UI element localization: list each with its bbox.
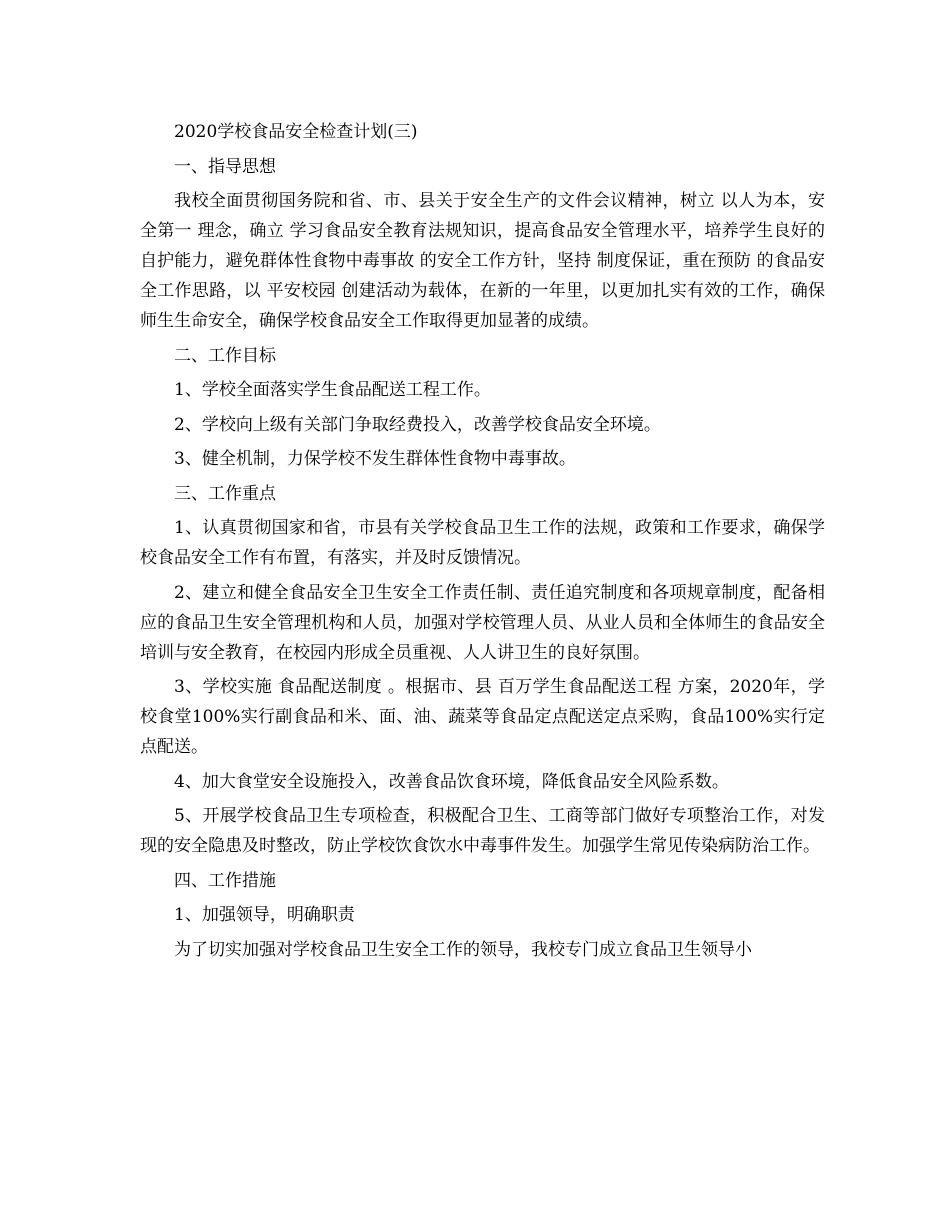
goal-item-2: 2、学校向上级有关部门争取经费投入，改善学校食品安全环境。 xyxy=(174,414,661,435)
section-heading-guiding-ideology: 一、指导思想 xyxy=(174,156,276,177)
goal-item-3: 3、健全机制，力保学校不发生群体性食物中毒事故。 xyxy=(174,449,576,469)
goal-item-1: 1、学校全面落实学生食品配送工程工作。 xyxy=(174,380,491,400)
focus-item-5: 5、开展学校食品卫生专项检查，积极配合卫生、工商等部门做好专项整治工作，对发现的安全隐患及时整改，防止学校饮食饮水中毒事件发生。加强学生常见传染病防治工作。 xyxy=(140,806,825,856)
document-page xyxy=(140,117,825,969)
focus-item-2: 2、建立和健全食品安全卫生安全工作责任制、责任追究制度和各项规章制度，配备相应的食品卫生安全管理机构和人员，加强对学校管理人员、从业人员和全体师生的食品安全培训与安全教育，在校园内形成全员重视、人人讲卫生的良好氛围。 xyxy=(140,582,825,663)
measure-paragraph-1: 为了切实加强对学校食品卫生安全工作的领导，我校专门成立食品卫生领导小 xyxy=(174,939,752,960)
measure-subheading-1: 1、加强领导，明确职责 xyxy=(174,905,355,925)
section-heading-work-focus: 三、工作重点 xyxy=(174,483,276,504)
document-title: 2020学校食品安全检查计划(三) xyxy=(174,122,418,142)
focus-item-4: 4、加大食堂安全设施投入，改善食品饮食环境，降低食品安全风险系数。 xyxy=(174,771,729,792)
focus-item-3: 3、学校实施 食品配送制度 。根据市、县 百万学生食品配送工程 方案，2020年，学校食堂100%实行副食品和米、面、油、蔬菜等食品定点配送定点采购，食品100%实行定点配送。 xyxy=(140,677,825,757)
section-heading-work-measures: 四、工作措施 xyxy=(174,870,276,891)
section-heading-work-goals: 二、工作目标 xyxy=(174,345,276,366)
focus-item-1: 1、认真贯彻国家和省，市县有关学校食品卫生工作的法规，政策和工作要求，确保学校食品安全工作有布置，有落实，并及时反馈情况。 xyxy=(140,518,825,568)
paragraph-guiding-ideology: 我校全面贯彻国务院和省、市、县关于安全生产的文件会议精神，树立 以人为本，安全第一 理念，确立 学习食品安全教育法规知识，提高食品安全管理水平，培养学生良好的自护能力，避免群体性食物中毒事故 的安全工作方针，坚持 制度保证，重在预防 的食品安全工作思路，以 平安校园 创建活动为载体，在新的一年里，以更加扎实有效的工作，确保师生生命安全，确保学校食品安全工作取得更加显著的成绩。 xyxy=(140,191,825,331)
